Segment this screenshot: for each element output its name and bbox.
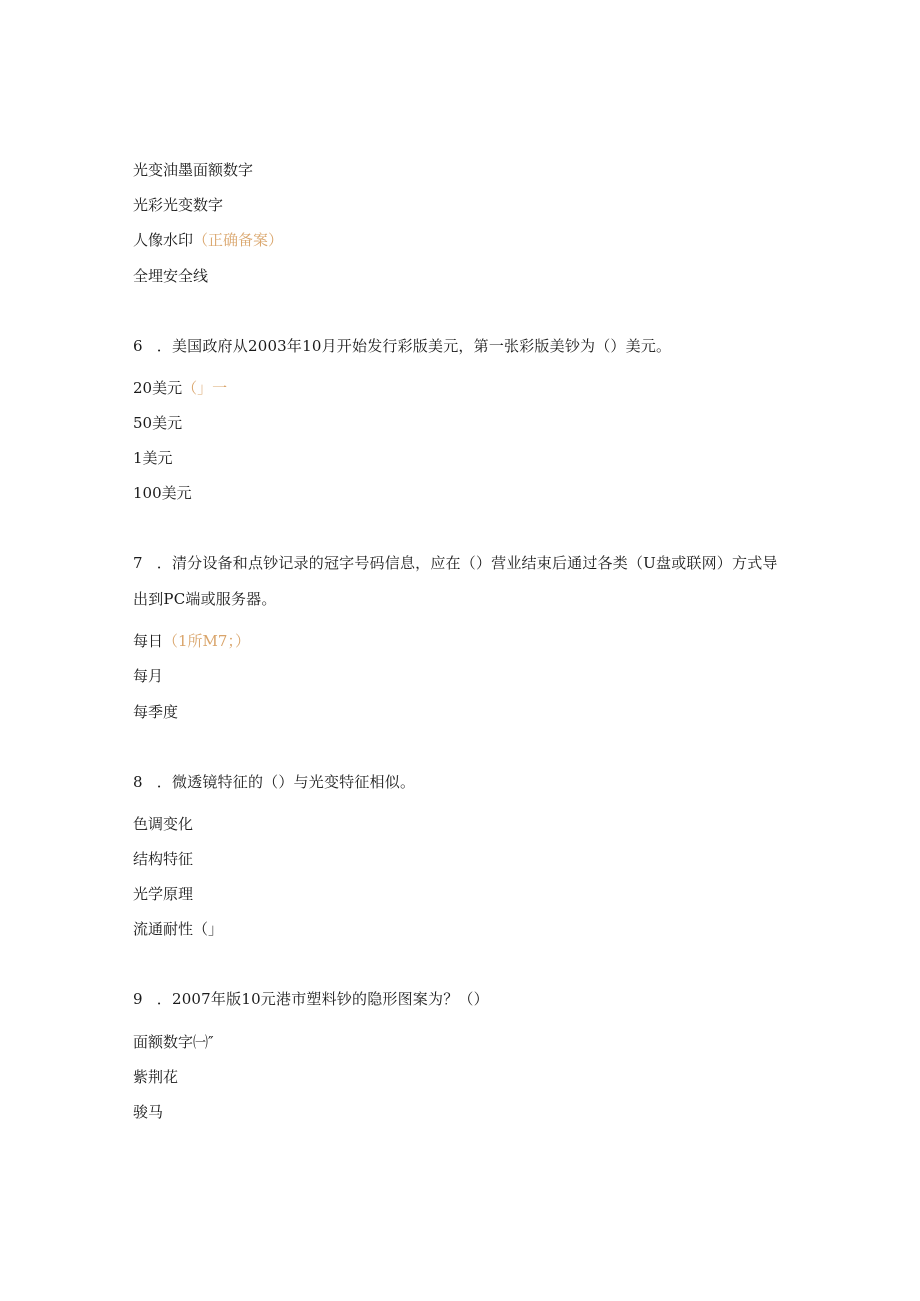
q5-option-3 [133,230,283,250]
option-text: 光学原理 [133,885,194,903]
question-text: 出到PC端或服务器。 [133,590,277,608]
answer-mark: （正确备案） [193,231,284,249]
q8-option-4 [133,919,223,939]
q7-option-3 [133,702,178,722]
option-text: 每月 [133,667,164,685]
option-text: 每日 [133,632,164,650]
q7-question-line-2 [133,589,277,609]
answer-mark: （1所M7；） [163,632,250,650]
option-text: 光变油墨面额数字 [133,161,254,179]
q7-question-line-1 [133,553,778,573]
option-text: 20美元 [133,379,183,397]
q8-option-2 [133,849,193,869]
option-text: 1美元 [133,449,173,467]
question-text: ．清分设备和点钞记录的冠字号码信息，应在（）营业结束后通过各类（U盘或联网）方式导 [156,554,778,572]
q7-option-2 [133,666,163,686]
question-number: 8 [133,773,143,791]
option-text: 色调变化 [133,815,194,833]
option-text: 面额数字㈠″ [133,1033,214,1051]
q6-question [133,336,671,356]
option-text: 每季度 [133,703,179,721]
q6-option-2 [133,413,182,433]
q5-option-2 [133,195,223,215]
q8-option-3 [133,884,193,904]
option-text: 人像水印 [133,231,194,249]
option-text: 50美元 [133,414,183,432]
option-text: 结构特征 [133,850,194,868]
option-text: 全埋安全线 [133,267,209,285]
q9-option-2 [133,1067,178,1087]
q9-option-1 [133,1032,214,1052]
q8-option-1 [133,814,193,834]
q5-option-1 [133,160,253,180]
q6-option-1 [133,378,227,398]
answer-mark: （」一 [182,379,228,397]
q9-question [133,989,489,1009]
option-text: 骏马 [133,1103,164,1121]
question-number: 6 [133,337,143,355]
q6-option-4 [133,483,192,503]
q5-option-4 [133,266,208,286]
option-text: 光彩光变数字 [133,196,224,214]
question-number: 7 [133,554,143,572]
question-text: ．微透镜特征的（）与光变特征相似。 [156,773,416,791]
question-text: ．美国政府从2003年10月开始发行彩版美元，第一张彩版美钞为（）美元。 [156,337,672,355]
option-text: 紫荆花 [133,1068,179,1086]
option-text: 流通耐性（」 [133,920,224,938]
question-text: ．2007年版10元港市塑料钞的隐形图案为？（） [156,990,489,1008]
question-number: 9 [133,990,143,1008]
q6-option-3 [133,448,173,468]
q8-question [133,772,415,792]
option-text: 100美元 [133,484,192,502]
q9-option-3 [133,1102,163,1122]
q7-option-1 [133,631,250,651]
